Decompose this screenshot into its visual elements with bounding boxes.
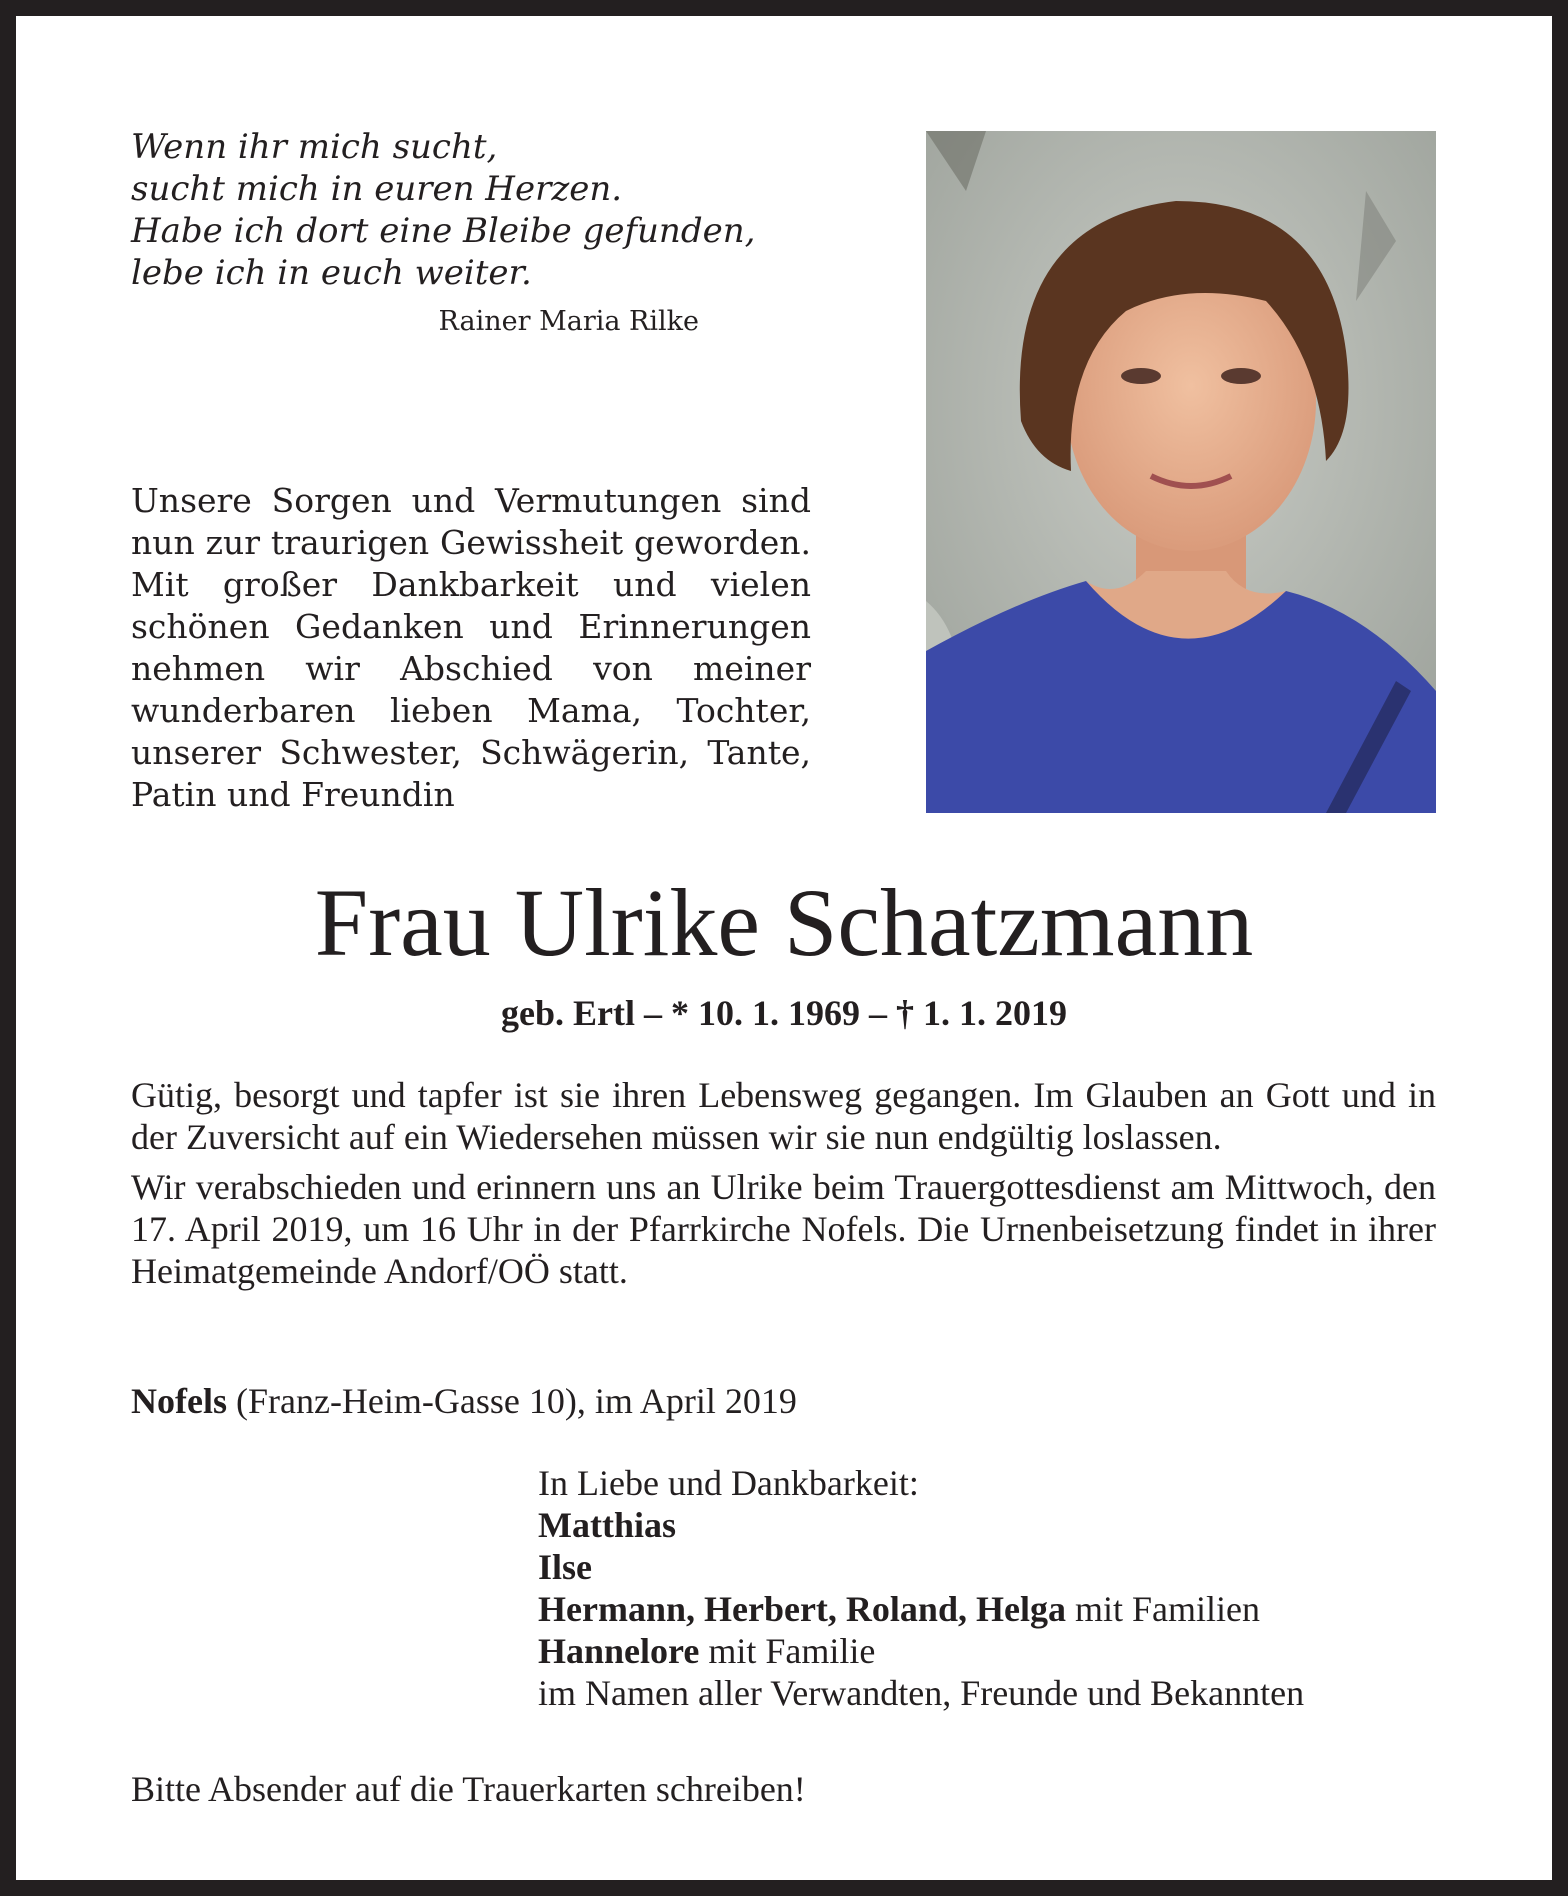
quote-line: sucht mich in euren Herzen. — [131, 169, 623, 209]
quote-author: Rainer Maria Rilke — [438, 306, 699, 337]
thanks-heading: In Liebe und Dankbarkeit: — [538, 1463, 919, 1503]
place-rest: (Franz-Heim-Gasse 10), im April 2019 — [226, 1381, 797, 1421]
mourner: Ilse — [538, 1547, 592, 1587]
mourner-closing: im Namen aller Verwandten, Freunde und Bekannten — [538, 1673, 1305, 1713]
deceased-name: Frau Ulrike Schatzmann — [314, 869, 1254, 976]
mourner: Matthias — [538, 1505, 676, 1545]
quote-line: lebe ich in euch weiter. — [131, 253, 532, 293]
body-text — [131, 1074, 1436, 1300]
mourner-suffix: mit Familien — [1065, 1589, 1260, 1629]
body-paragraph: Wir verabschieden und erinnern uns an Ulrike beim Trauergottesdienst am Mittwoch, den 17. April 2019, um 16 Uhr in der Pfarrkirche Nofels. Die Urnenbeisetzung findet in ihrer Heimatgemeinde Andorf/OÖ statt. — [131, 1167, 1436, 1291]
mourner-suffix: mit Familie — [699, 1631, 876, 1671]
mourners-list — [538, 1462, 1304, 1714]
quote-line: Wenn ihr mich sucht, — [131, 127, 498, 167]
mourner: Hermann, Herbert, Roland, Helga — [538, 1589, 1066, 1629]
intro-paragraph: Unsere Sorgen und Vermutungen sind nun zur traurigen Gewissheit geworden. Mit großer Dankbarkeit und vielen schönen Gedanken und Erinnerungen nehmen wir Abschied von meiner wunderbaren lieben Mama, Tochter, unserer Schwester, Schwägerin, Tante, Patin und Freundin — [131, 481, 811, 814]
mourner: Hannelore — [538, 1631, 700, 1671]
portrait-photo — [926, 131, 1436, 813]
footer-note: Bitte Absender auf die Trauerkarten schreiben! — [131, 1769, 806, 1809]
life-dates: geb. Ertl – * 10. 1. 1969 – † 1. 1. 2019 — [501, 993, 1067, 1033]
quote-line: Habe ich dort eine Bleibe gefunden, — [131, 211, 756, 251]
place-date — [131, 1380, 797, 1422]
body-paragraph: Gütig, besorgt und tapfer ist sie ihren Lebensweg gegangen. Im Glauben an Gott und in der Zuversicht auf ein Wiedersehen müssen wir sie nun endgültig loslassen. — [131, 1075, 1436, 1157]
place-town: Nofels — [131, 1381, 227, 1421]
rilke-quote — [131, 126, 755, 294]
